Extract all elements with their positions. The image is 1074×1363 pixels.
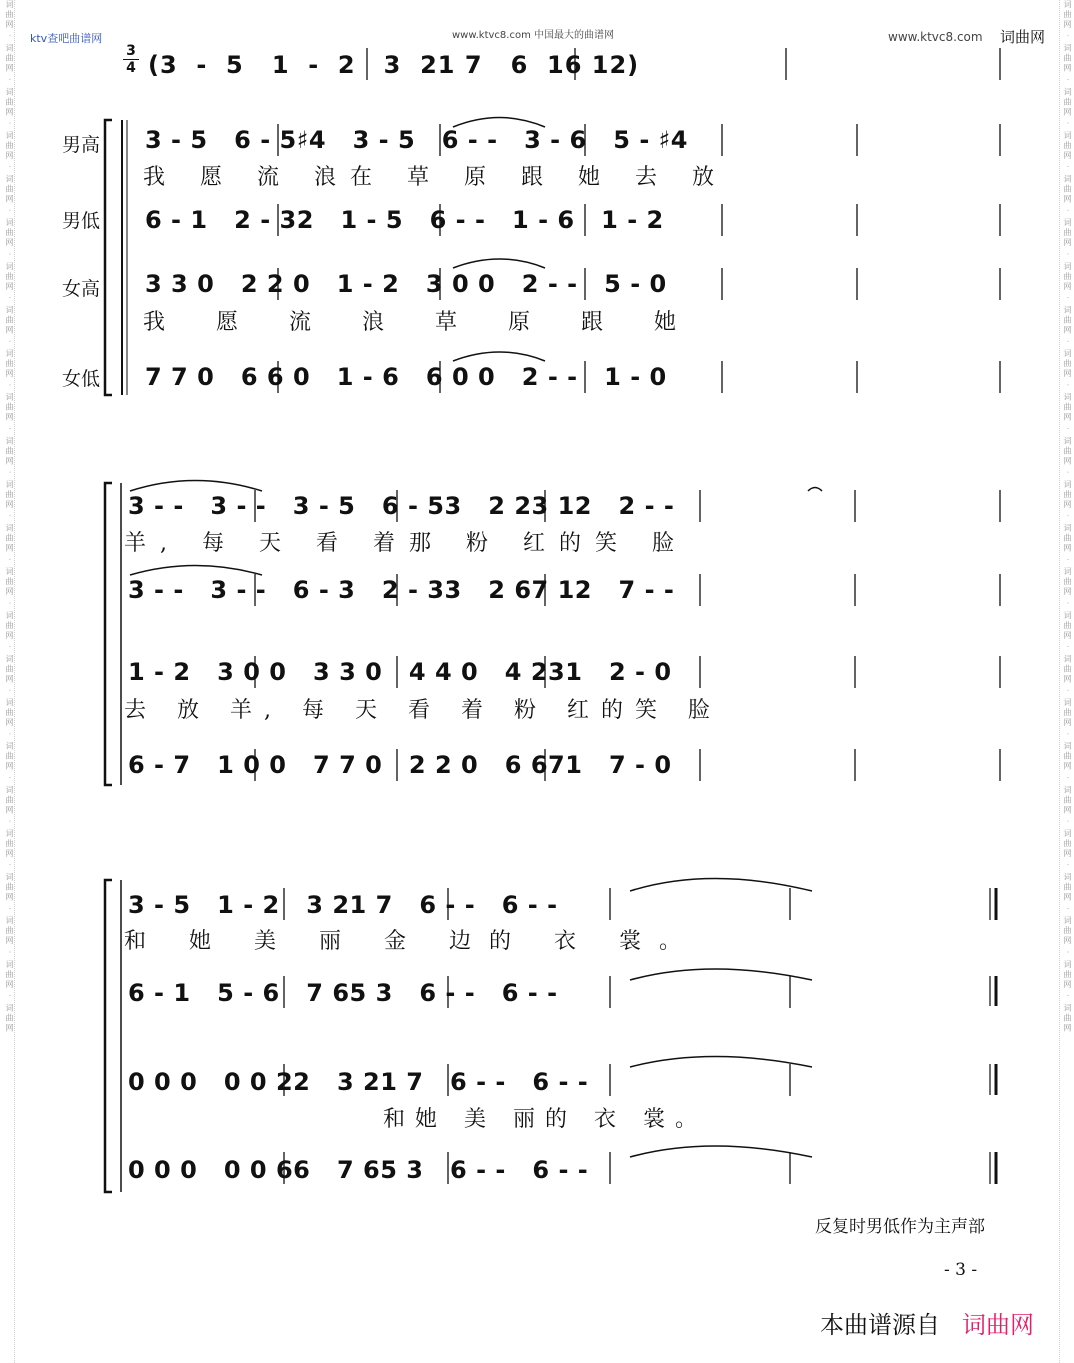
part-label-female-high: 女高 xyxy=(62,278,101,300)
side-watermark-right: 词曲网 · 词曲网 · 词曲网 · 词曲网 · 词曲网 · 词曲网 · 词曲网 · 词曲网 · 词曲网 · 词曲网 · 词曲网 · 词曲网 · 词曲网 · 词曲网 · 词曲网 · 词曲网 · 词曲网 · 词曲网 · 词曲网 · 词曲网 · 词曲网 · 词曲网 · 词曲网 · 词曲网 xyxy=(1059,0,1072,1363)
system1-male-high-lyrics: 我 愿 流 浪在 草 原 跟 她 去 放 xyxy=(143,165,728,190)
system1-female-high-lyrics: 我 愿 流 浪 草 原 跟 她 xyxy=(143,310,698,335)
time-signature-bottom: 4 xyxy=(126,60,136,76)
system3-male-high-lyrics: 和 她 美 丽 金 边的 衣 裳。 xyxy=(124,929,699,954)
source-brand: 词曲网 xyxy=(962,1311,1034,1339)
system3-bracket xyxy=(105,880,112,1192)
slur xyxy=(630,969,812,980)
slur xyxy=(453,352,545,361)
header-left-site: ktv查吧曲谱网 xyxy=(30,32,103,45)
source-label: 本曲谱源自 xyxy=(820,1311,940,1339)
intro-notes: (3 - 5 1 - 2 3 21 7 6 16 12) xyxy=(148,51,640,79)
part-label-male-high: 男高 xyxy=(62,134,101,156)
slur xyxy=(630,1057,812,1068)
slur xyxy=(130,481,262,492)
slur xyxy=(630,879,812,892)
system1-female-high-notes: 3 3 0 2 2 0 1 - 2 3 0 0 2 - - 5 - 0 xyxy=(145,270,667,298)
side-watermark-text: 词曲网 xyxy=(1063,0,1072,30)
slur xyxy=(453,259,545,268)
part-label-male-low: 男低 xyxy=(62,210,101,232)
system2-female-high-notes: 1 - 2 3 0 0 3 3 0 4 4 0 4 231 2 - 0 xyxy=(128,658,672,686)
system2-male-low-notes: 3 - - 3 - - 6 - 3 2 - 33 2 67 12 7 - - xyxy=(128,576,675,604)
system1-female-low-notes: 7 7 0 6 6 0 1 - 6 6 0 0 2 - - 1 - 0 xyxy=(145,363,667,391)
source-line xyxy=(820,1305,1034,1340)
side-watermark-left: 词曲网 · 词曲网 · 词曲网 · 词曲网 · 词曲网 · 词曲网 · 词曲网 · 词曲网 · 词曲网 · 词曲网 · 词曲网 · 词曲网 · 词曲网 · 词曲网 · 词曲网 · 词曲网 · 词曲网 · 词曲网 · 词曲网 · 词曲网 · 词曲网 · 词曲网 · 词曲网 · 词曲网 xyxy=(2,0,15,1363)
system2-female-high-lyrics: 去 放 羊, 每 天 看 着 粉 红的笑 脸 xyxy=(124,698,722,723)
time-signature-top: 3 xyxy=(126,43,136,59)
system2-male-high-lyrics: 羊, 每 天 看 着那 粉 红的笑 脸 xyxy=(124,531,688,556)
side-watermark-text: 词曲网 xyxy=(5,0,14,30)
repeat-note: 反复时男低作为主声部 xyxy=(815,1217,985,1237)
header-center-url: www.ktvc8.com 中国最大的曲谱网 xyxy=(452,30,615,41)
system2-bracket xyxy=(105,483,112,785)
part-label-female-low: 女低 xyxy=(62,368,101,390)
slur xyxy=(130,566,262,576)
system2-male-high-notes: 3 - - 3 - - 3 - 5 6 - 53 2 23 12 2 - - xyxy=(128,492,675,520)
page-number: - 3 - xyxy=(944,1260,978,1280)
system1-male-high-notes: 3 - 5 6 - 5♯4 3 - 5 6 - - 3 - 6 5 - ♯4 xyxy=(145,126,688,154)
system3-male-high-notes: 3 - 5 1 - 2 3 21 7 6 - - 6 - - xyxy=(128,891,558,919)
slur xyxy=(453,118,545,128)
system2-female-low-notes: 6 - 7 1 0 0 7 7 0 2 2 0 6 671 7 - 0 xyxy=(128,751,672,779)
system3-male-low-notes: 6 - 1 5 - 6 7 65 3 6 - - 6 - - xyxy=(128,979,558,1007)
system3-female-high-notes: 0 0 0 0 0 22 3 21 7 6 - - 6 - - xyxy=(128,1068,589,1096)
system1-male-low-notes: 6 - 1 2 - 32 1 - 5 6 - - 1 - 6 1 - 2 xyxy=(145,206,664,234)
slur xyxy=(630,1146,812,1157)
header-right-brand: 词曲网 xyxy=(1000,28,1046,46)
system1-bracket xyxy=(105,120,112,395)
system3-female-high-lyrics: 和她 美 丽的 衣 裳。 xyxy=(383,1107,707,1132)
header-right-url: www.ktvc8.com xyxy=(888,30,983,44)
slur xyxy=(808,488,822,492)
system3-female-low-notes: 0 0 0 0 0 66 7 65 3 6 - - 6 - - xyxy=(128,1156,589,1184)
